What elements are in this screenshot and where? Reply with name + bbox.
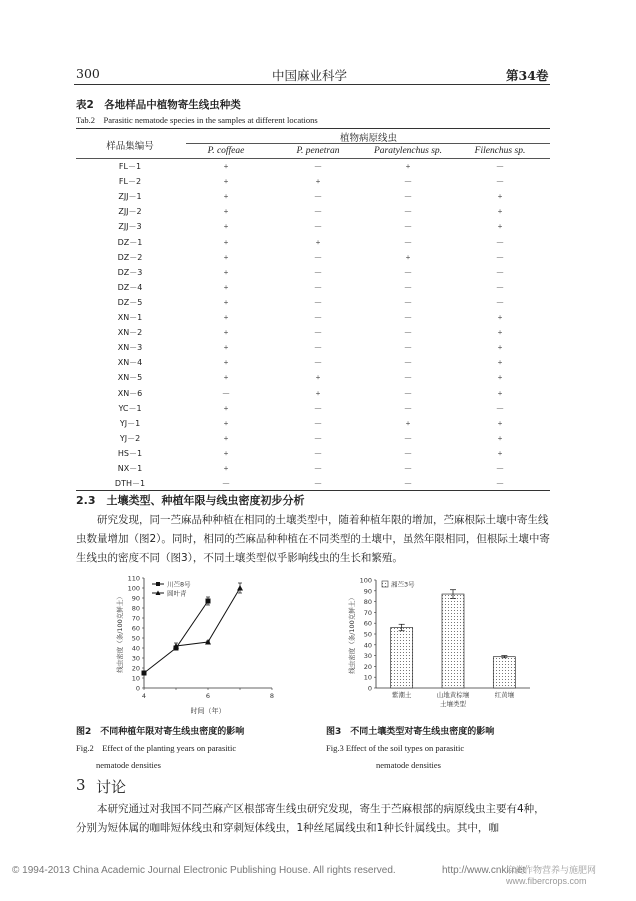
table-cell: +	[315, 372, 321, 383]
table-header-rule	[76, 158, 550, 159]
fig3-y-tick-label: 90	[363, 587, 372, 596]
fig2-y-tick-label: 80	[131, 604, 140, 613]
table-row-label: HS－1	[117, 448, 143, 458]
table-row-label: XN－6	[117, 388, 143, 398]
table-cell: －	[403, 358, 413, 369]
table-cell: +	[497, 417, 503, 428]
fig3-bar	[442, 594, 464, 688]
fig2-y-tick-label: 70	[131, 614, 140, 623]
fig3-bar	[493, 657, 515, 688]
table-cell: +	[223, 266, 229, 277]
fig3-y-tick-label: 40	[363, 641, 372, 650]
fig2-point	[142, 671, 147, 676]
table-row-label: DZ－5	[117, 297, 143, 307]
table-cell: －	[403, 328, 413, 339]
figure-2-caption-en-1: Fig.2 Effect of the planting years on parasitic	[76, 743, 237, 753]
fig2-y-tick-label: 110	[127, 574, 140, 583]
table-cell: －	[313, 282, 323, 293]
table-cell: +	[223, 281, 229, 292]
table-cell: －	[495, 237, 505, 248]
table-cell: +	[497, 191, 503, 202]
table-group-rule	[186, 143, 550, 144]
table-row-label: XN－3	[117, 343, 143, 353]
table-cell: －	[313, 448, 323, 459]
fig2-x-tick-label: 4	[141, 692, 147, 700]
table-cell: －	[313, 297, 323, 308]
table-cell: +	[223, 236, 229, 247]
fig3-y-tick-label: 20	[363, 662, 372, 671]
table-row-label: YJ－2	[119, 433, 141, 443]
table-cell: －	[495, 403, 505, 414]
table-cell: －	[221, 479, 231, 490]
table-row-label: ZJJ－3	[118, 222, 142, 232]
table-cell: －	[221, 388, 231, 399]
table-cell: －	[403, 388, 413, 399]
fig2-y-axis-label: 线虫密度（条/100克鲜土）	[116, 593, 124, 673]
table-row-label: ZJJ－1	[118, 192, 142, 202]
fig2-x-axis-label: 时间（年）	[190, 707, 226, 715]
fig2-y-tick-label: 20	[131, 664, 140, 673]
table-cell: +	[315, 236, 321, 247]
table-cell: +	[497, 447, 503, 458]
table-cell: －	[313, 162, 323, 172]
fig2-y-tick-label: 90	[131, 594, 140, 603]
table-cell: +	[223, 357, 229, 368]
section-3-title: 讨论	[96, 778, 127, 796]
table-cell: －	[403, 192, 413, 203]
fig3-x-tick-label: 山地黄棕壤	[436, 691, 470, 699]
table-caption-cn: 表2 各地样品中植物寄生线虫种类	[76, 99, 241, 111]
table-species-header-0: P. coffeae	[207, 146, 245, 156]
fig3-y-tick-label: 60	[363, 619, 372, 628]
table-cell: －	[403, 313, 413, 323]
table-cell: －	[403, 177, 413, 188]
table-cell: －	[403, 343, 413, 354]
footer-url: http://www.cnki.net	[442, 865, 526, 876]
fig2-series-line	[144, 601, 208, 673]
table-cell: +	[223, 402, 229, 413]
table-cell: －	[313, 464, 323, 474]
table-cell: －	[313, 479, 323, 490]
fig3-bar	[391, 628, 413, 688]
page-number: 300	[76, 66, 100, 81]
table-cell: －	[495, 252, 505, 263]
figure-3-caption-en-2: nematode densities	[376, 760, 441, 770]
table-cell: －	[313, 418, 323, 429]
fig2-point	[237, 585, 243, 591]
table-cell: －	[313, 252, 323, 263]
table-cell: －	[403, 222, 413, 233]
table-header-group: 植物病原线虫	[340, 133, 398, 144]
table-cell: +	[223, 463, 229, 473]
fig3-y-tick-label: 70	[363, 608, 372, 617]
fig3-y-tick-label: 10	[363, 673, 372, 682]
table-cell: －	[403, 479, 413, 490]
figure-2-chart	[90, 570, 290, 720]
figure-3-caption-cn: 图3 不同土壤类型对寄生线虫密度的影响	[326, 727, 495, 737]
table-cell: －	[495, 297, 505, 308]
table-row-label: DZ－3	[117, 267, 143, 277]
fig2-y-tick-label: 10	[131, 674, 140, 683]
fig3-y-tick-label: 100	[359, 576, 372, 585]
table-row-label: FL－2	[118, 177, 142, 187]
table-cell: +	[223, 432, 229, 443]
fig2-legend-marker	[156, 582, 160, 586]
fig2-y-tick-label: 50	[131, 634, 140, 643]
table-cell: +	[223, 251, 229, 262]
table-cell: +	[497, 206, 503, 217]
table-cell: +	[315, 176, 321, 187]
table-cell: +	[223, 327, 229, 338]
table-cell: －	[313, 358, 323, 369]
table-row-label: XN－1	[117, 313, 143, 322]
table-cell: －	[403, 237, 413, 248]
table-cell: －	[403, 433, 413, 444]
table-cell: －	[495, 464, 505, 474]
table-cell: +	[223, 191, 229, 202]
section-3-paragraph: 本研究通过对我国不同苎麻产区根部寄生线虫研究发现，寄生于苎麻根部的病原线虫主要有4种，分别为短体属的咖啡短体线虫和穿刺短体线虫，1种丝尾属线虫和1种长针属线虫。其中，咖	[76, 803, 545, 834]
table-cell: +	[223, 447, 229, 458]
table-top-rule	[76, 128, 550, 129]
table-row-label: XN－2	[117, 328, 143, 338]
table-cell: －	[313, 328, 323, 339]
table-cell: +	[497, 312, 503, 322]
volume-label: 第34卷	[506, 68, 549, 83]
table-row-label: XN－5	[117, 373, 143, 383]
figure-3-chart	[330, 570, 540, 720]
table-cell: +	[223, 342, 229, 353]
table-cell: +	[223, 312, 229, 322]
table-cell: －	[313, 313, 323, 323]
table-cell: －	[313, 403, 323, 414]
table-cell: +	[497, 372, 503, 383]
table-row-label: DZ－2	[117, 252, 143, 262]
fig3-y-axis-label: 线虫密度（条/100克鲜土）	[348, 594, 356, 674]
figure-2-caption-en-2: nematode densities	[96, 760, 161, 770]
table-row-label: DTH－1	[114, 479, 146, 489]
table-row-label: FL－1	[118, 162, 142, 171]
table-cell: +	[497, 432, 503, 443]
fig2-y-tick-label: 0	[135, 684, 140, 693]
figure-3-caption-en-1: Fig.3 Effect of the soil types on parasitic	[326, 743, 465, 753]
table-species-header-3: Filenchus sp.	[474, 146, 526, 156]
table-species-header-2: Paratylenchus sp.	[373, 146, 443, 156]
table-species-header-1: P. penetran	[296, 146, 340, 156]
table-cell: +	[405, 161, 411, 171]
fig2-y-tick-label: 30	[131, 654, 140, 663]
fig3-y-tick-label: 30	[363, 652, 372, 661]
table-cell: －	[495, 162, 505, 172]
fig3-legend-swatch	[382, 581, 388, 587]
section-2-3-title: 2.3 土壤类型、种植年限与线虫密度初步分析	[76, 494, 305, 507]
table-cell: －	[313, 192, 323, 203]
fig2-x-tick-label: 8	[269, 692, 275, 700]
table-cell: +	[315, 387, 321, 398]
table-row-label: YC－1	[118, 403, 142, 413]
fig3-y-tick-label: 50	[363, 630, 372, 639]
table-cell: －	[495, 282, 505, 293]
table-cell: －	[403, 267, 413, 278]
table-bottom-rule	[76, 490, 550, 491]
fig3-y-tick-label: 80	[363, 598, 372, 607]
table-cell: +	[223, 176, 229, 187]
table-cell: +	[497, 387, 503, 398]
journal-title: 中国麻业科学	[272, 68, 348, 83]
section-3-number: 3	[76, 776, 86, 794]
fig3-x-tick-label: 紫潮土	[391, 691, 412, 699]
table-cell: －	[403, 464, 413, 474]
fig2-y-tick-label: 60	[131, 624, 140, 633]
table-cell: +	[223, 417, 229, 428]
table-cell: +	[405, 417, 411, 428]
fig3-x-tick-label: 红黄壤	[494, 691, 515, 699]
table-cell: －	[403, 448, 413, 459]
fig2-legend-label: 圆叶青	[167, 589, 187, 598]
table-cell: +	[497, 327, 503, 338]
figure-2-caption-cn: 图2 不同种植年限对寄生线虫密度的影响	[76, 727, 245, 737]
table-cell: +	[497, 357, 503, 368]
fig2-point	[205, 639, 211, 645]
table-cell: +	[405, 251, 411, 262]
fig2-point	[206, 599, 211, 604]
table-cell: －	[313, 267, 323, 278]
table-cell: +	[223, 221, 229, 232]
table-cell: －	[403, 207, 413, 218]
table-cell: +	[223, 206, 229, 217]
table-cell: －	[313, 207, 323, 218]
fig2-x-tick-label: 6	[205, 692, 211, 700]
table-cell: +	[223, 296, 229, 307]
fig3-y-tick-label: 0	[367, 684, 372, 693]
table-cell: +	[223, 161, 229, 171]
table-cell: +	[497, 221, 503, 232]
fig2-y-tick-label: 40	[131, 644, 140, 653]
table-cell: －	[313, 433, 323, 444]
table-caption-en: Tab.2 Parasitic nematode species in the samples at different locations	[76, 115, 318, 125]
table-cell: +	[223, 372, 229, 383]
footer-copyright: © 1994-2013 China Academic Journal Electronic Publishing House. All rights reserved.	[12, 865, 396, 876]
table-cell: －	[403, 373, 413, 384]
fig2-y-tick-label: 100	[127, 584, 140, 593]
table-cell: －	[403, 297, 413, 308]
table-row-label: YJ－1	[119, 418, 141, 428]
table-row-label: NX－1	[117, 464, 143, 473]
table-header-sample: 样品集编号	[106, 141, 154, 152]
table-cell: －	[495, 267, 505, 278]
table-row-label: ZJJ－2	[118, 207, 142, 217]
section-2-3-paragraph: 研究发现，同一苎麻品种种植在相同的土壤类型中，随着种植年限的增加，苎麻根际土壤中寄生线虫数量增加（图2）。同时，相同的苎麻品种种植在不同类型的土壤中，虽然年限相同，但根际土壤中寄生线虫的密度不同（图3），不同土壤类型似乎影响线虫的生长和繁殖。	[76, 514, 550, 564]
fig3-legend-label: 湘苎3号	[391, 580, 415, 589]
footer-watermark: 麻类作物营养与施肥网 www.fibercrops.com	[506, 865, 597, 886]
fig2-legend-label: 川苎8号	[167, 580, 191, 589]
table-row-label: DZ－4	[117, 282, 143, 292]
table-cell: －	[403, 282, 413, 293]
table-row-label: DZ－1	[117, 237, 143, 247]
fig3-x-axis-label: 土壤类型	[440, 700, 466, 708]
table-cell: －	[403, 403, 413, 414]
table-cell: －	[495, 177, 505, 188]
header-rule	[74, 84, 550, 85]
table-cell: －	[313, 343, 323, 354]
table-cell: +	[497, 342, 503, 353]
table-row-label: XN－4	[117, 358, 143, 368]
table-cell: －	[495, 479, 505, 490]
table-cell: －	[313, 222, 323, 233]
